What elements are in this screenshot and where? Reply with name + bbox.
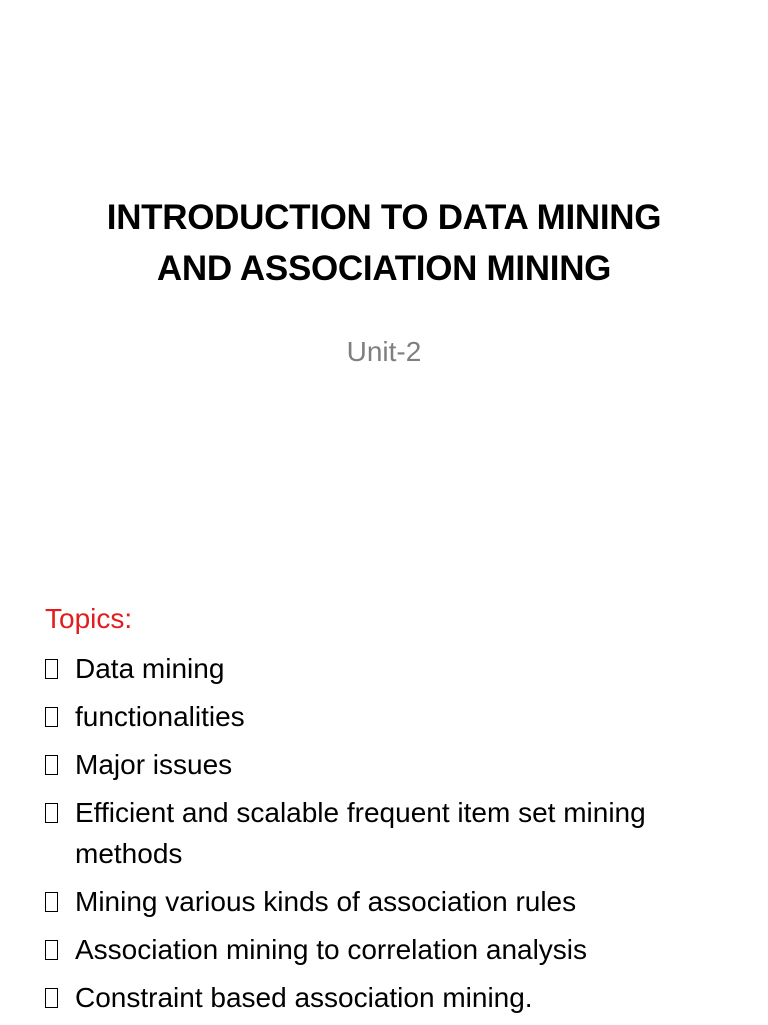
topic-item	[45, 648, 745, 689]
topic-item	[45, 881, 745, 922]
topic-item	[45, 744, 745, 785]
topics-heading: Topics:	[45, 603, 133, 634]
topic-item-label: Efficient and scalable frequent item set mining methods	[75, 797, 646, 869]
missing-glyph-box-icon	[45, 707, 58, 727]
missing-glyph-box-icon	[45, 892, 58, 912]
topics-list	[45, 648, 745, 1025]
slide-subtitle: Unit-2	[346, 336, 422, 367]
slide-title-line-2: AND ASSOCIATION MINING	[156, 249, 612, 288]
missing-glyph-box-icon	[45, 755, 58, 775]
slide-title-line-1: INTRODUCTION TO DATA MINING	[106, 198, 662, 237]
topic-item-label: Data mining	[75, 653, 225, 684]
missing-glyph-box-icon	[45, 803, 58, 823]
missing-glyph-box-icon	[45, 940, 58, 960]
topic-item	[45, 792, 745, 874]
topic-item-label: functionalities	[75, 701, 245, 732]
topic-item-label: Mining various kinds of association rules	[75, 886, 577, 917]
topic-item	[45, 929, 745, 970]
missing-glyph-box-icon	[45, 659, 58, 679]
slide-title	[40, 192, 728, 294]
topic-item-label: Association mining to correlation analysis	[75, 934, 588, 965]
topic-item-label: Major issues	[75, 749, 233, 780]
topic-item	[45, 696, 745, 737]
topic-item-label: Constraint based association mining.	[75, 982, 533, 1013]
topic-item	[45, 977, 745, 1018]
missing-glyph-box-icon	[45, 988, 58, 1008]
